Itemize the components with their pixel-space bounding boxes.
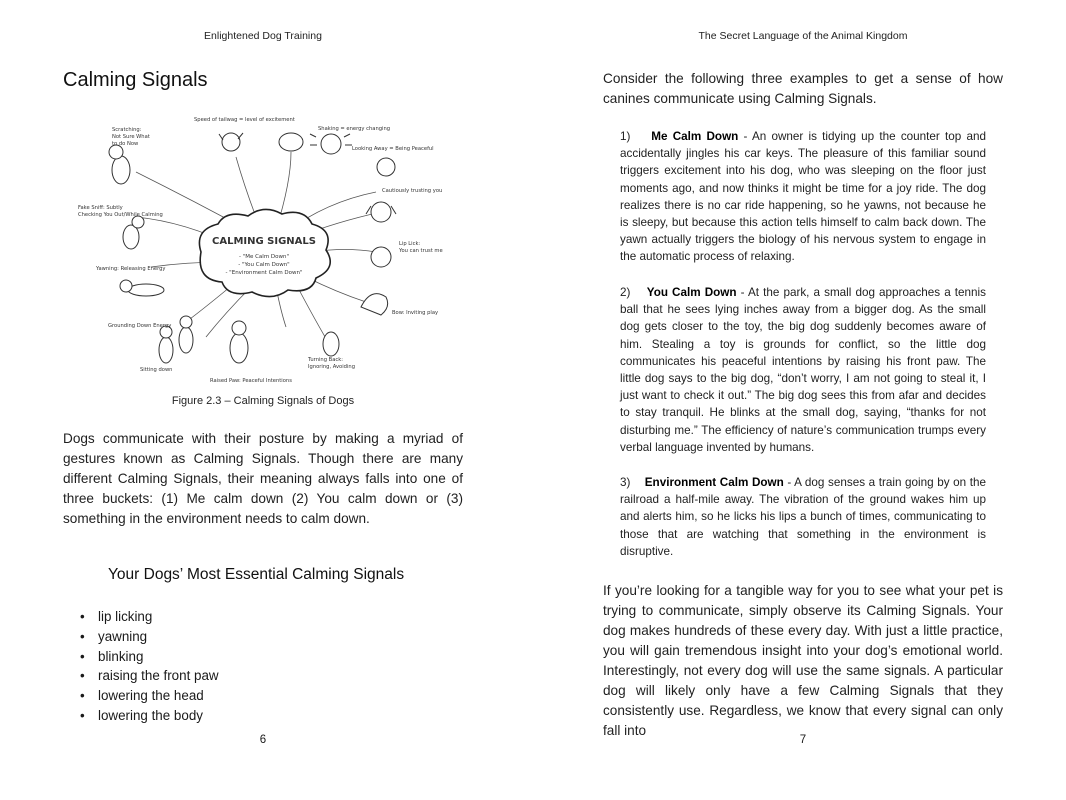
label-scratching-3: to do Now <box>112 141 139 147</box>
running-head-left: Enlightened Dog Training <box>204 30 322 42</box>
label-turning-back-1: Turning Back: <box>308 357 344 363</box>
center-line-1: - "Me Calm Down" <box>238 254 290 260</box>
rear-dog-sketch <box>279 133 303 151</box>
sniff-dog-sketch <box>123 225 139 249</box>
looking-away-dog-sketch <box>377 158 395 176</box>
raised-paw-dog-sketch <box>230 333 248 363</box>
shaking-dog-sketch <box>321 134 341 154</box>
example-1-title: Me Calm Down <box>651 130 739 143</box>
label-lip-lick-1: Lip Lick: <box>399 241 421 247</box>
example-3-title: Environment Calm Down <box>644 476 784 489</box>
center-line-2: - "You Calm Down" <box>238 262 290 268</box>
figure-caption: Figure 2.3 – Calming Signals of Dogs <box>171 395 355 407</box>
list-item: • raising the front paw <box>78 666 219 686</box>
running-head-right: The Secret Language of the Animal Kingdom <box>698 30 908 42</box>
label-lip-lick-2: You can trust me <box>399 248 443 254</box>
calming-signals-figure <box>76 112 446 387</box>
label-shaking: Shaking = energy changing <box>318 126 391 132</box>
list-item: • lowering the head <box>78 686 219 706</box>
intro-paragraph: Dogs communicate with their posture by making a myriad of gestures known as Calming Signals. Though there are many different Calming Signals, their meaning always falls into one of three buckets: (1) Me calm down (2) You calm down or (3) something in the environment needs to calm down. <box>63 431 463 526</box>
tailwag-dog-sketch <box>222 133 240 151</box>
section-title: Your Dogs’ Most Essential Calming Signals <box>108 566 405 583</box>
example-2-number: 2) <box>620 286 631 299</box>
calming-signals-mindmap <box>76 112 446 387</box>
example-3 <box>620 474 986 560</box>
turning-back-dog-sketch <box>323 332 339 356</box>
right-page <box>533 0 1066 800</box>
examples-intro: Consider the following three examples to get a sense of how canines communicate using Calming Signals. <box>603 71 1003 106</box>
example-1 <box>620 128 986 266</box>
label-scratching-1: Scratching: <box>112 127 142 133</box>
page-number-left: 6 <box>259 734 267 746</box>
example-1-number: 1) <box>620 130 631 143</box>
list-item: • blinking <box>78 647 219 667</box>
trusting-dog-sketch <box>371 202 391 222</box>
example-3-text: - A dog senses a train going by on the railroad a half-mile away. The vibration of the ground wakes him up and alerts him, so he licks his lips a bunch of times, communicating to those that are watching that something in the environment is disruptive. <box>620 476 986 558</box>
example-2-text: - At the park, a small dog approaches a tennis ball that he sees lying inches away from a bigger dog. As the small dog gets closer to the toy, the big dog suddenly becomes aware of him. Stealing a toy is grounds for conflict, so the little dog communicates his peaceful intentions by raising his front paw. The little dog says to the big dog, “don’t worry, I am not going to steal it, I just want to check it out.” The big dog sees this from afar and decides to stay tranquil. He blinks at the small dog, saying, “thanks for not disturbing me.” The efficiency of nature’s communication trumps every verbal language invented by humans. <box>620 286 986 454</box>
example-3-number: 3) <box>620 476 631 489</box>
grounding-dog-sketch <box>179 327 193 353</box>
lying-dog-sketch <box>128 284 164 296</box>
center-cloud <box>199 209 330 296</box>
label-fake-sniff-1: Fake Sniff: Subtly <box>78 205 123 211</box>
label-bow: Bow: Inviting play <box>392 310 439 316</box>
label-speed-tailwag: Speed of tailwag = level of excitement <box>194 117 295 123</box>
label-yawning: Yawning: Releasing Energy <box>96 266 166 272</box>
label-cautiously-trusting: Cautiously trusting you <box>382 188 443 194</box>
center-title: CALMING SIGNALS <box>212 236 316 247</box>
lip-lick-dog-sketch <box>371 247 391 267</box>
signals-list <box>78 607 219 726</box>
example-2-title: You Calm Down <box>646 286 737 299</box>
chapter-title: Calming Signals <box>63 69 208 91</box>
label-looking-away: Looking Away = Being Peaceful <box>352 146 434 152</box>
sitting-dog-sketch <box>159 337 173 363</box>
scratching-dog-sketch <box>112 156 130 184</box>
label-sitting-down: Sitting down <box>140 367 173 373</box>
label-scratching-2: Not Sure What <box>112 134 150 140</box>
center-line-3: - "Environment Calm Down" <box>225 270 303 276</box>
example-2 <box>620 284 986 456</box>
list-item: • yawning <box>78 627 219 647</box>
list-item: • lip licking <box>78 607 219 627</box>
label-fake-sniff-2: Checking You Out/While Calming <box>78 212 163 218</box>
example-1-text: - An owner is tidying up the counter top and accidentally jingles his car keys. The pleasure of this familiar sound triggers excitement into his dog, who was sleeping on the floor just moments ago, and now thinks it might be time for a joy ride. The dog realizes there is no car ride happening, so he yawns, not because he is sleepy, but because this action tells himself to calm back down. The yawn actually triggers the biology of his nervous system to engage in the automatic process of relaxing. <box>620 130 986 264</box>
label-grounding: Grounding Down Energy <box>108 323 172 329</box>
page-number-right: 7 <box>799 734 807 746</box>
label-turning-back-2: Ignoring, Avoiding <box>308 364 355 370</box>
list-item: • lowering the body <box>78 706 219 726</box>
closing-paragraph: If you’re looking for a tangible way for you to see what your pet is trying to communicate, simply observe its Calming Signals. Your dog makes hundreds of these every day. With just a little practice, you will gain tremendous insight into your dog’s emotional world. Interestingly, not every dog will use the same signals. A particular dog will likely only have a few Calming Signals that they consistently use. Regardless, we know that every signal can only fall into <box>603 583 1003 738</box>
label-raised-paw: Raised Paw: Peaceful Intentions <box>210 378 292 384</box>
bow-dog-sketch <box>361 294 388 315</box>
